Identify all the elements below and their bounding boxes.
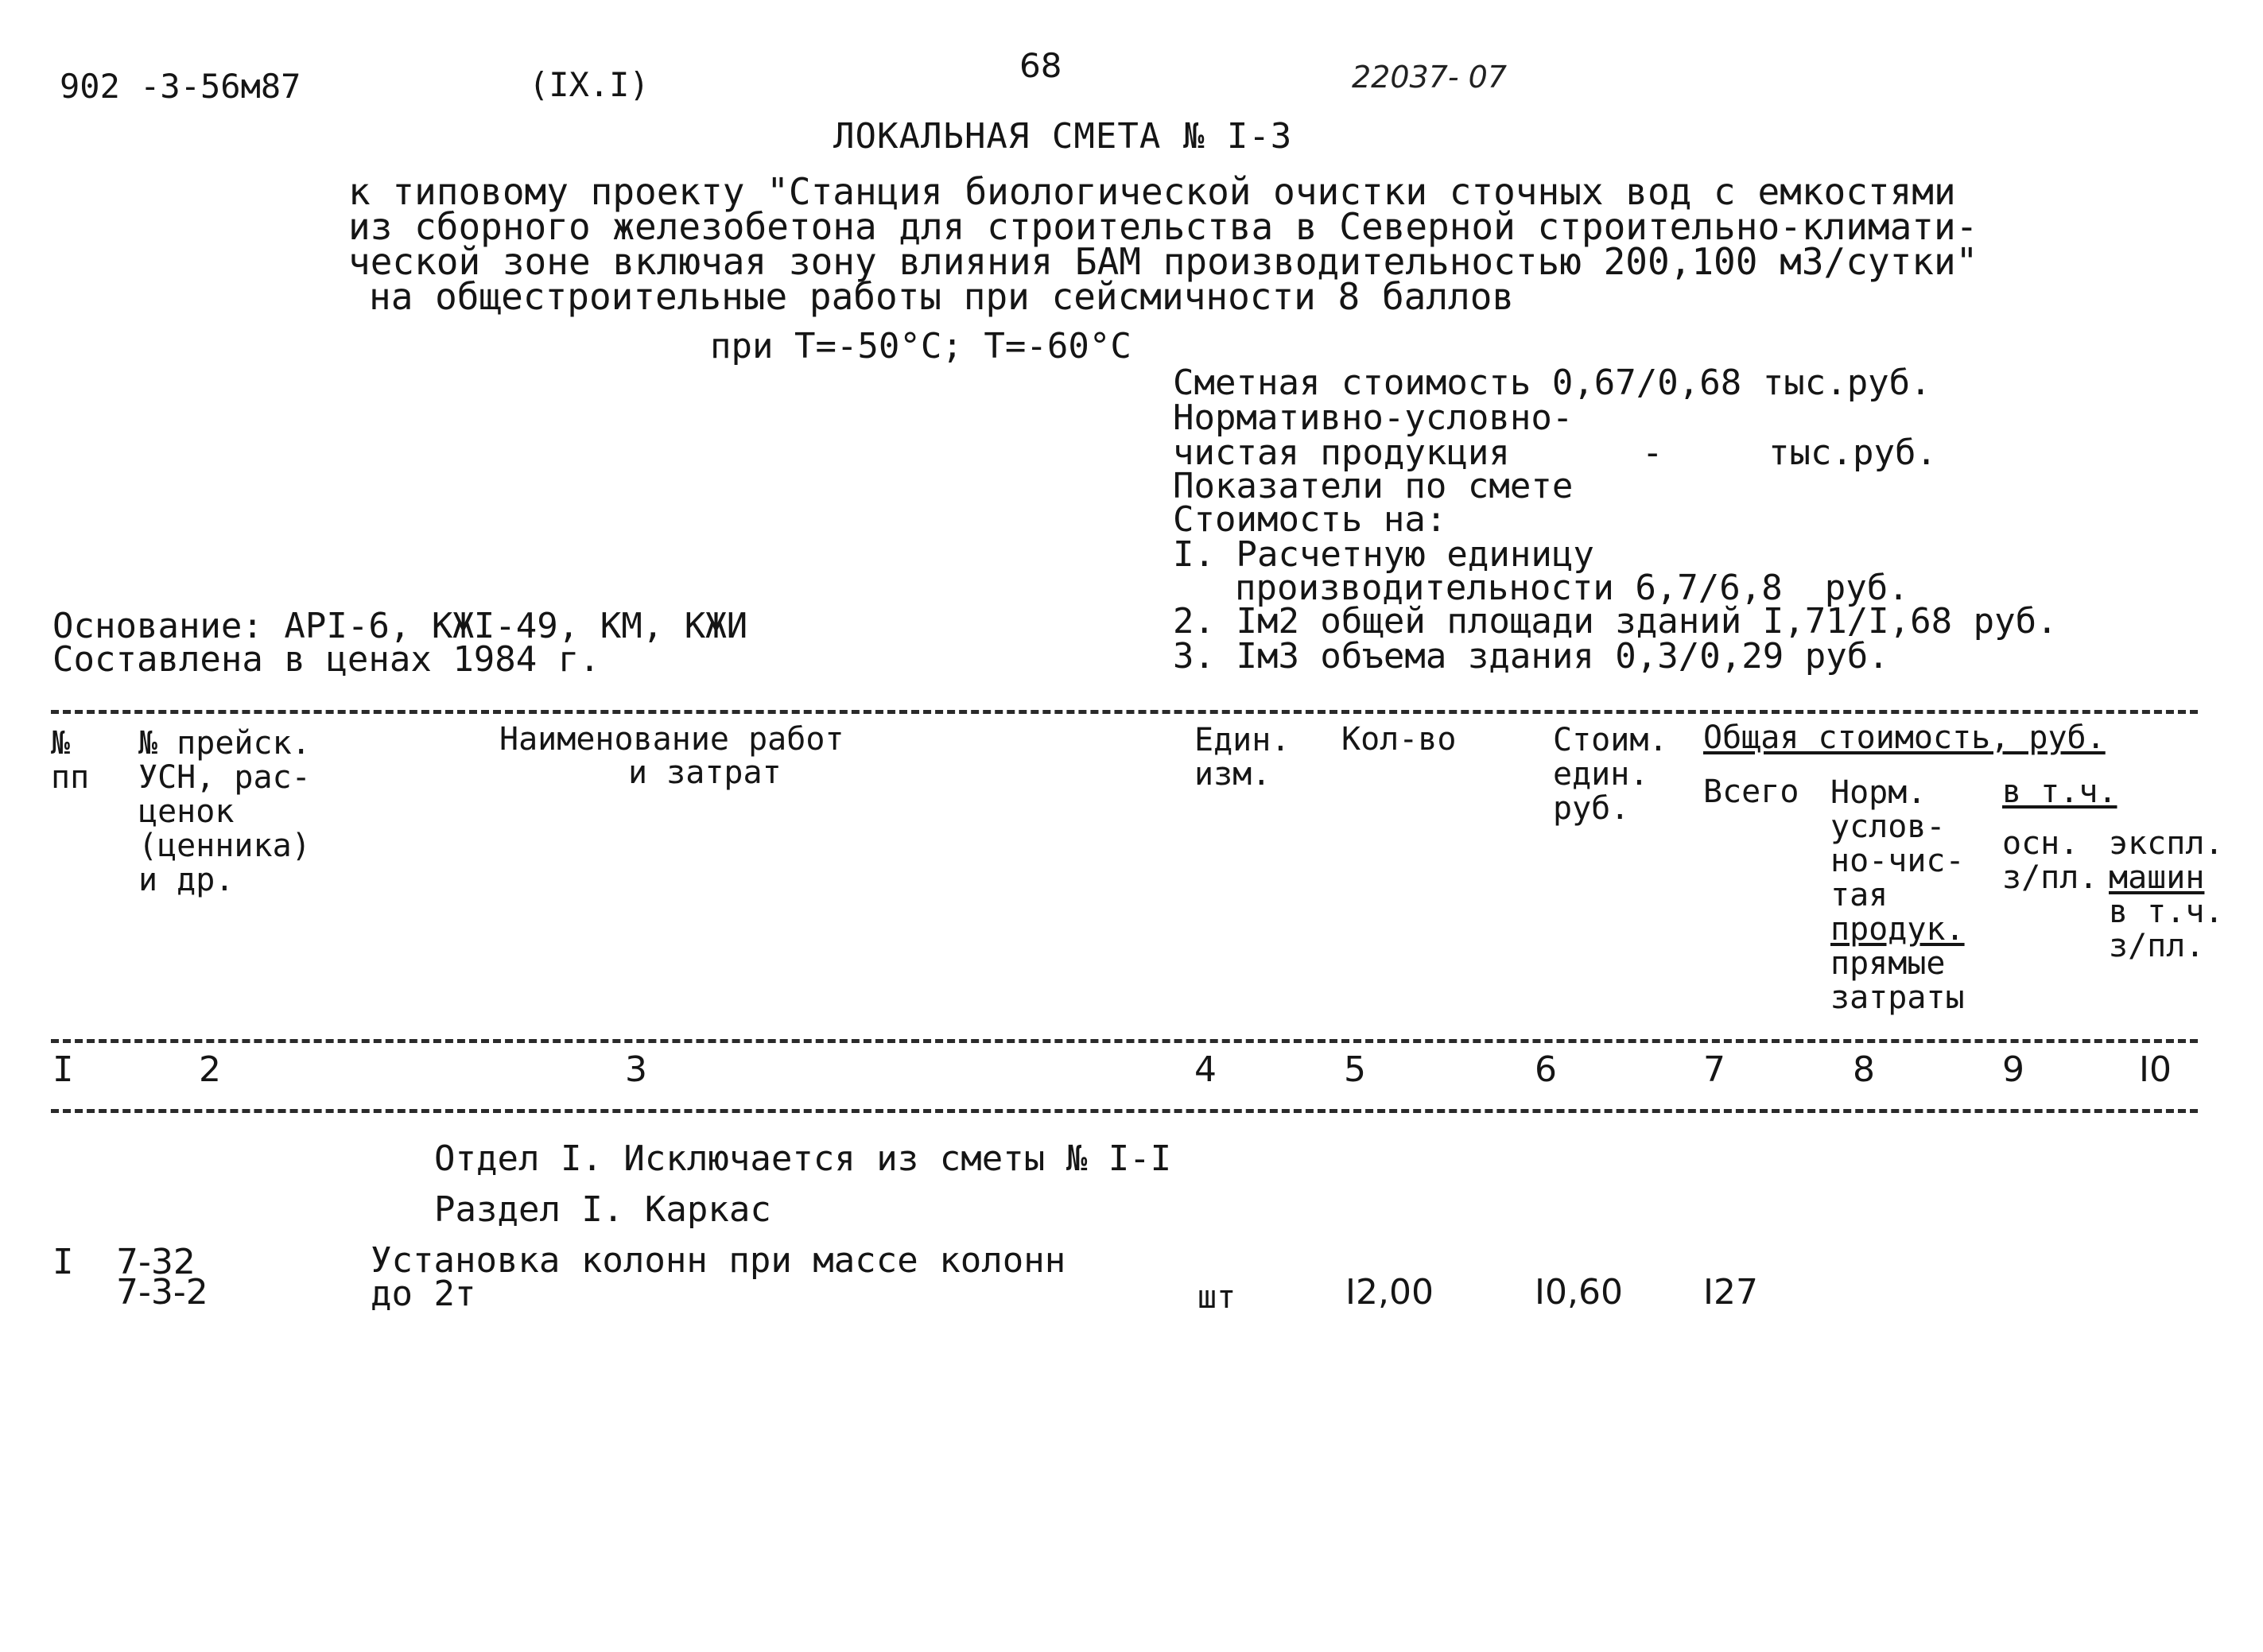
col-header-total: Всего	[1703, 774, 1799, 810]
column-number-1: I	[52, 1049, 74, 1090]
indicator-2: 2. Iм2 общей площади зданий I,71/I,68 руб.	[1173, 601, 2058, 642]
col-header-unit-cost: Стоим. един. руб.	[1553, 722, 1668, 827]
col-header-machines: экспл. машин в т.ч. з/пл.	[2109, 825, 2224, 964]
col-group-including: в т.ч.	[2002, 774, 2117, 810]
indicators-heading: Показатели по смете	[1173, 466, 1574, 506]
row-number: I	[52, 1242, 74, 1282]
row-quantity: I2,00	[1345, 1272, 1434, 1313]
col-header-price-code: № прейск. УСН, рас- ценок (ценника) и др.	[138, 725, 311, 898]
col-header-name-1: Наименование работ	[499, 721, 844, 758]
col-header-quantity: Кол-во	[1341, 721, 1457, 758]
col-header-normative: Норм. услов- но-чис- тая продук. прямые затраты	[1830, 774, 1965, 1016]
page-number: 68	[1019, 46, 1062, 85]
header-bottom-rule	[51, 1039, 2198, 1043]
row-unit: шт	[1197, 1279, 1236, 1316]
row-name-1: Установка колонн при массе колонн	[371, 1240, 1066, 1281]
column-number-10: I0	[2139, 1049, 2172, 1090]
column-number-3: 3	[625, 1049, 647, 1090]
row-name-2: до 2т	[371, 1274, 476, 1314]
column-numbers-rule	[51, 1109, 2198, 1113]
row-code-2: 7-3-2	[116, 1272, 208, 1313]
column-number-6: 6	[1535, 1049, 1557, 1090]
subtitle-line-2: из сборного железобетона для строительства в Северной строительно-климати-	[348, 205, 1978, 248]
table-top-rule	[51, 710, 2198, 714]
indicator-1-label: I. Расчетную единицу	[1173, 534, 1594, 575]
subtitle-line-1: к типовому проекту "Станция биологической очистки сточных вод с емкостями	[348, 170, 1956, 213]
col-header-unit: Един. изм.	[1194, 722, 1291, 793]
document-title: ЛОКАЛЬНАЯ СМЕТА № I-3	[833, 116, 1293, 157]
column-number-8: 8	[1853, 1049, 1875, 1090]
normative-product-unit: тыс.руб.	[1768, 432, 1937, 473]
row-code-1: 7-32	[116, 1242, 196, 1282]
col-header-number: № пп	[51, 725, 90, 796]
normative-product-value: -	[1642, 432, 1663, 473]
indicator-3: 3. Iм3 объема здания 0,3/0,29 руб.	[1173, 636, 1889, 677]
column-number-7: 7	[1703, 1049, 1725, 1090]
row-total: I27	[1703, 1272, 1758, 1313]
estimated-cost: Сметная стоимость 0,67/0,68 тыс.руб.	[1173, 363, 1931, 403]
cost-per-heading: Стоимость на:	[1173, 499, 1447, 540]
subtitle-line-4: на общестроительные работы при сейсмичности 8 баллов	[369, 275, 1515, 318]
row-unit-cost: I0,60	[1535, 1272, 1623, 1313]
column-number-4: 4	[1194, 1049, 1217, 1090]
temperature-conditions: при Т=-50°С; Т=-60°С	[710, 326, 1132, 366]
document-code: 902 -3-56м87	[60, 67, 301, 106]
normative-product-label: Нормативно-условно-	[1173, 397, 1574, 438]
column-number-5: 5	[1344, 1049, 1366, 1090]
subtitle-line-3: ческой зоне включая зону влияния БАМ производительностью 200,100 м3/сутки"	[348, 240, 1978, 283]
col-header-wages: осн. з/пл.	[2002, 825, 2098, 896]
section-heading: Раздел I. Каркас	[434, 1189, 771, 1230]
basis-line: Основание: АРI-6, КЖI-49, КМ, КЖИ	[52, 606, 748, 646]
price-level-line: Составлена в ценах 1984 г.	[52, 639, 600, 680]
normative-product-label-2: чистая продукция	[1173, 432, 1510, 473]
column-number-9: 9	[2002, 1049, 2024, 1090]
department-heading: Отдел I. Исключается из сметы № I-I	[434, 1138, 1172, 1179]
indicator-1-value: производительности 6,7/6,8 руб.	[1235, 568, 1909, 608]
col-group-total-cost: Общая стоимость, руб.	[1703, 719, 2106, 756]
column-number-2: 2	[199, 1049, 221, 1090]
stamp-number: 22037- 07	[1352, 60, 1508, 95]
volume-code: (IX.I)	[529, 65, 650, 104]
col-header-name-2: и затрат	[628, 754, 782, 791]
